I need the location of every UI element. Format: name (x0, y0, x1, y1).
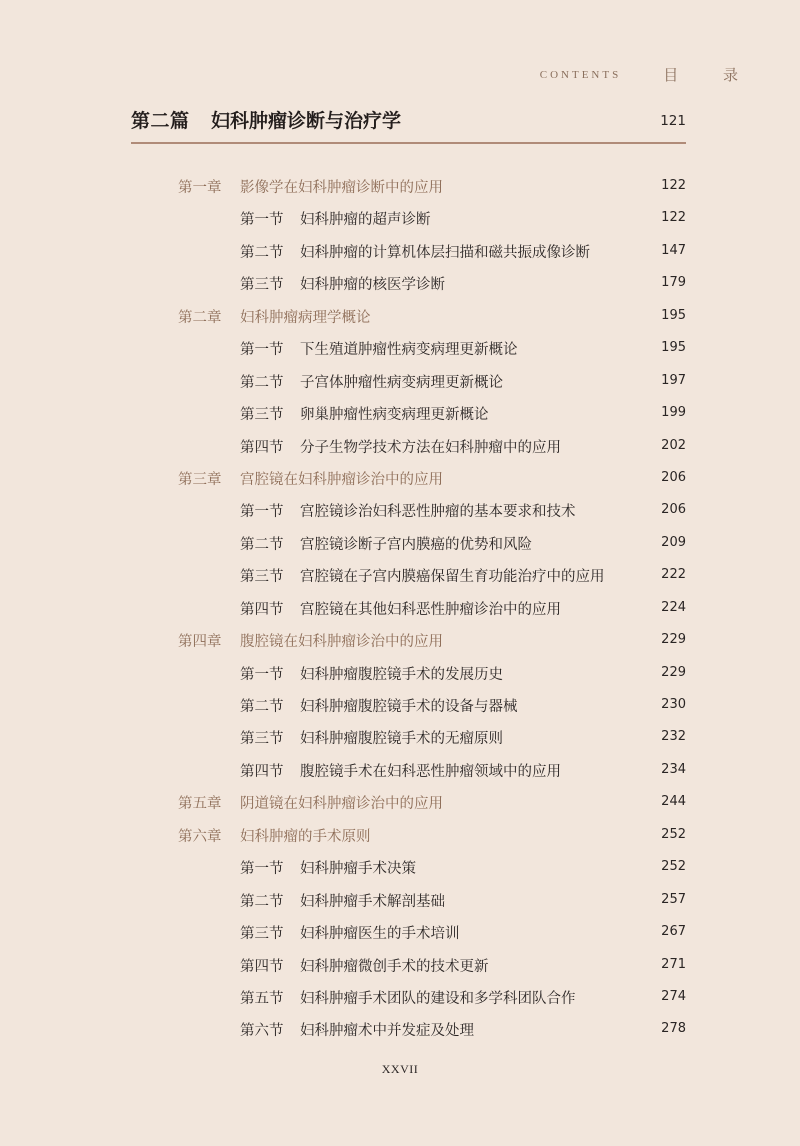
page-number: 229 (661, 664, 686, 680)
page-number: 197 (661, 372, 686, 388)
running-head (539, 64, 758, 85)
page-number: 232 (661, 729, 686, 745)
toc-chapter-entry[interactable] (0, 462, 800, 494)
section-title: 妇科肿瘤腹腔镜手术的设备与器械 (300, 699, 518, 715)
section-title: 妇科肿瘤的超声诊断 (300, 212, 431, 229)
section-title: 妇科肿瘤医生的手术培训 (300, 926, 460, 943)
chapter-label: 第二章 (178, 309, 222, 326)
section-label: 第二节 (240, 244, 284, 261)
toc-section-entry[interactable] (0, 721, 800, 753)
section-label: 第四节 (240, 601, 284, 618)
section-title: 妇科肿瘤微创手术的技术更新 (300, 958, 489, 975)
toc-section-entry[interactable] (0, 202, 800, 234)
page-number: 195 (661, 340, 686, 356)
running-head-mulu: 目 录 (663, 66, 758, 84)
page-number: 271 (661, 956, 686, 972)
page-number: 252 (661, 826, 686, 842)
toc-section-entry[interactable] (0, 949, 800, 981)
toc-chapter-entry[interactable] (0, 624, 800, 656)
section-label: 第四节 (240, 439, 284, 456)
toc-section-entry[interactable] (0, 267, 800, 299)
toc-chapter-entry[interactable] (0, 300, 800, 332)
chapter-title: 宫腔镜在妇科肿瘤诊治中的应用 (240, 471, 443, 488)
page-number: 147 (661, 242, 686, 258)
page-folio: XXVII (381, 1062, 419, 1076)
page-number: 278 (661, 1021, 686, 1037)
chapter-label: 第四章 (178, 634, 222, 651)
section-title: 妇科肿瘤腹腔镜手术的无瘤原则 (300, 731, 503, 748)
chapter-label: 第六章 (178, 828, 222, 845)
toc-chapter-entry[interactable] (0, 786, 800, 818)
section-label: 第一节 (240, 342, 284, 359)
toc-section-entry[interactable] (0, 365, 800, 397)
toc-section-entry[interactable] (0, 884, 800, 916)
section-label: 第三节 (240, 569, 284, 586)
page-number: 195 (661, 307, 686, 323)
toc-section-entry[interactable] (0, 1013, 800, 1045)
page-number: 244 (661, 794, 686, 810)
section-label: 第六节 (240, 1023, 284, 1040)
chapter-title: 影像学在妇科肿瘤诊断中的应用 (240, 180, 443, 196)
page-number: 179 (661, 275, 686, 291)
toc-section-entry[interactable] (0, 754, 800, 786)
toc-section-entry[interactable] (0, 689, 800, 721)
section-label: 第二节 (240, 536, 284, 553)
toc-section-entry[interactable] (0, 657, 800, 689)
part-label: 第二篇 (131, 110, 190, 132)
section-label: 第二节 (240, 893, 284, 910)
section-label: 第四节 (240, 763, 284, 780)
section-title: 子宫体肿瘤性病变病理更新概论 (300, 374, 503, 391)
toc-section-entry[interactable] (0, 235, 800, 267)
toc-chapter-entry[interactable] (0, 170, 800, 202)
chapter-label: 第五章 (178, 796, 222, 813)
toc-section-entry[interactable] (0, 851, 800, 883)
toc-chapter-entry[interactable] (0, 819, 800, 851)
chapter-label: 第三章 (178, 471, 222, 488)
page-number: 274 (661, 988, 686, 1004)
section-title: 妇科肿瘤腹腔镜手术的发展历史 (300, 666, 503, 683)
toc-section-entry[interactable] (0, 592, 800, 624)
toc-list (0, 170, 800, 1046)
section-title: 下生殖道肿瘤性病变病理更新概论 (300, 342, 518, 359)
chapter-label: 第一章 (178, 180, 222, 196)
section-label: 第一节 (240, 212, 284, 229)
toc-section-entry[interactable] (0, 916, 800, 948)
section-label: 第二节 (240, 699, 284, 715)
section-label: 第五节 (240, 990, 284, 1007)
page-number: 206 (661, 469, 686, 485)
toc-section-entry[interactable] (0, 430, 800, 462)
chapter-title: 妇科肿瘤的手术原则 (240, 828, 371, 845)
section-title: 宫腔镜诊断子宫内膜癌的优势和风险 (300, 536, 532, 553)
chapter-title: 妇科肿瘤病理学概论 (240, 309, 371, 326)
toc-section-entry[interactable] (0, 494, 800, 526)
section-title: 宫腔镜在其他妇科恶性肿瘤诊治中的应用 (300, 601, 561, 618)
page-number: 267 (661, 924, 686, 940)
section-title: 妇科肿瘤术中并发症及处理 (300, 1023, 474, 1040)
section-title: 妇科肿瘤手术解剖基础 (300, 893, 445, 910)
part-page-number: 121 (660, 113, 686, 129)
section-label: 第四节 (240, 958, 284, 975)
section-title: 卵巢肿瘤性病变病理更新概论 (300, 407, 489, 424)
section-label: 第二节 (240, 374, 284, 391)
chapter-title: 腹腔镜在妇科肿瘤诊治中的应用 (240, 634, 443, 651)
section-label: 第一节 (240, 666, 284, 683)
section-title: 妇科肿瘤手术决策 (300, 861, 416, 878)
page-number: 122 (661, 210, 686, 226)
page-number: 252 (661, 859, 686, 875)
section-label: 第一节 (240, 504, 284, 521)
toc-section-entry[interactable] (0, 981, 800, 1013)
section-title: 腹腔镜手术在妇科恶性肿瘤领域中的应用 (300, 763, 561, 780)
page-number: 229 (661, 632, 686, 648)
running-head-contents: CONTENTS (539, 68, 622, 81)
section-title: 妇科肿瘤手术团队的建设和多学科团队合作 (300, 990, 576, 1007)
toc-section-entry[interactable] (0, 332, 800, 364)
page-number: 257 (661, 891, 686, 907)
page-number: 224 (661, 599, 686, 615)
section-label: 第三节 (240, 926, 284, 943)
section-title: 妇科肿瘤的计算机体层扫描和磁共振成像诊断 (300, 244, 590, 261)
section-label: 第三节 (240, 731, 284, 748)
section-label: 第一节 (240, 861, 284, 878)
section-label: 第三节 (240, 277, 284, 294)
page-number: 206 (661, 502, 686, 518)
page-number: 222 (661, 567, 686, 583)
chapter-title: 阴道镜在妇科肿瘤诊治中的应用 (240, 796, 443, 813)
page-number: 209 (661, 534, 686, 550)
page-number: 199 (661, 405, 686, 421)
section-title: 分子生物学技术方法在妇科肿瘤中的应用 (300, 439, 561, 456)
part-title: 妇科肿瘤诊断与治疗学 (211, 110, 402, 132)
section-title: 宫腔镜诊治妇科恶性肿瘤的基本要求和技术 (300, 504, 576, 521)
toc-section-entry[interactable] (0, 527, 800, 559)
section-title: 宫腔镜在子宫内膜癌保留生育功能治疗中的应用 (300, 569, 605, 586)
page-number: 202 (661, 437, 686, 453)
page-number: 122 (661, 178, 686, 193)
toc-section-entry[interactable] (0, 397, 800, 429)
section-label: 第三节 (240, 407, 284, 424)
page-number: 230 (661, 697, 686, 712)
part-heading[interactable] (131, 106, 686, 136)
page-number: 234 (661, 761, 686, 777)
part-divider (131, 142, 686, 144)
toc-section-entry[interactable] (0, 559, 800, 591)
section-title: 妇科肿瘤的核医学诊断 (300, 277, 445, 294)
